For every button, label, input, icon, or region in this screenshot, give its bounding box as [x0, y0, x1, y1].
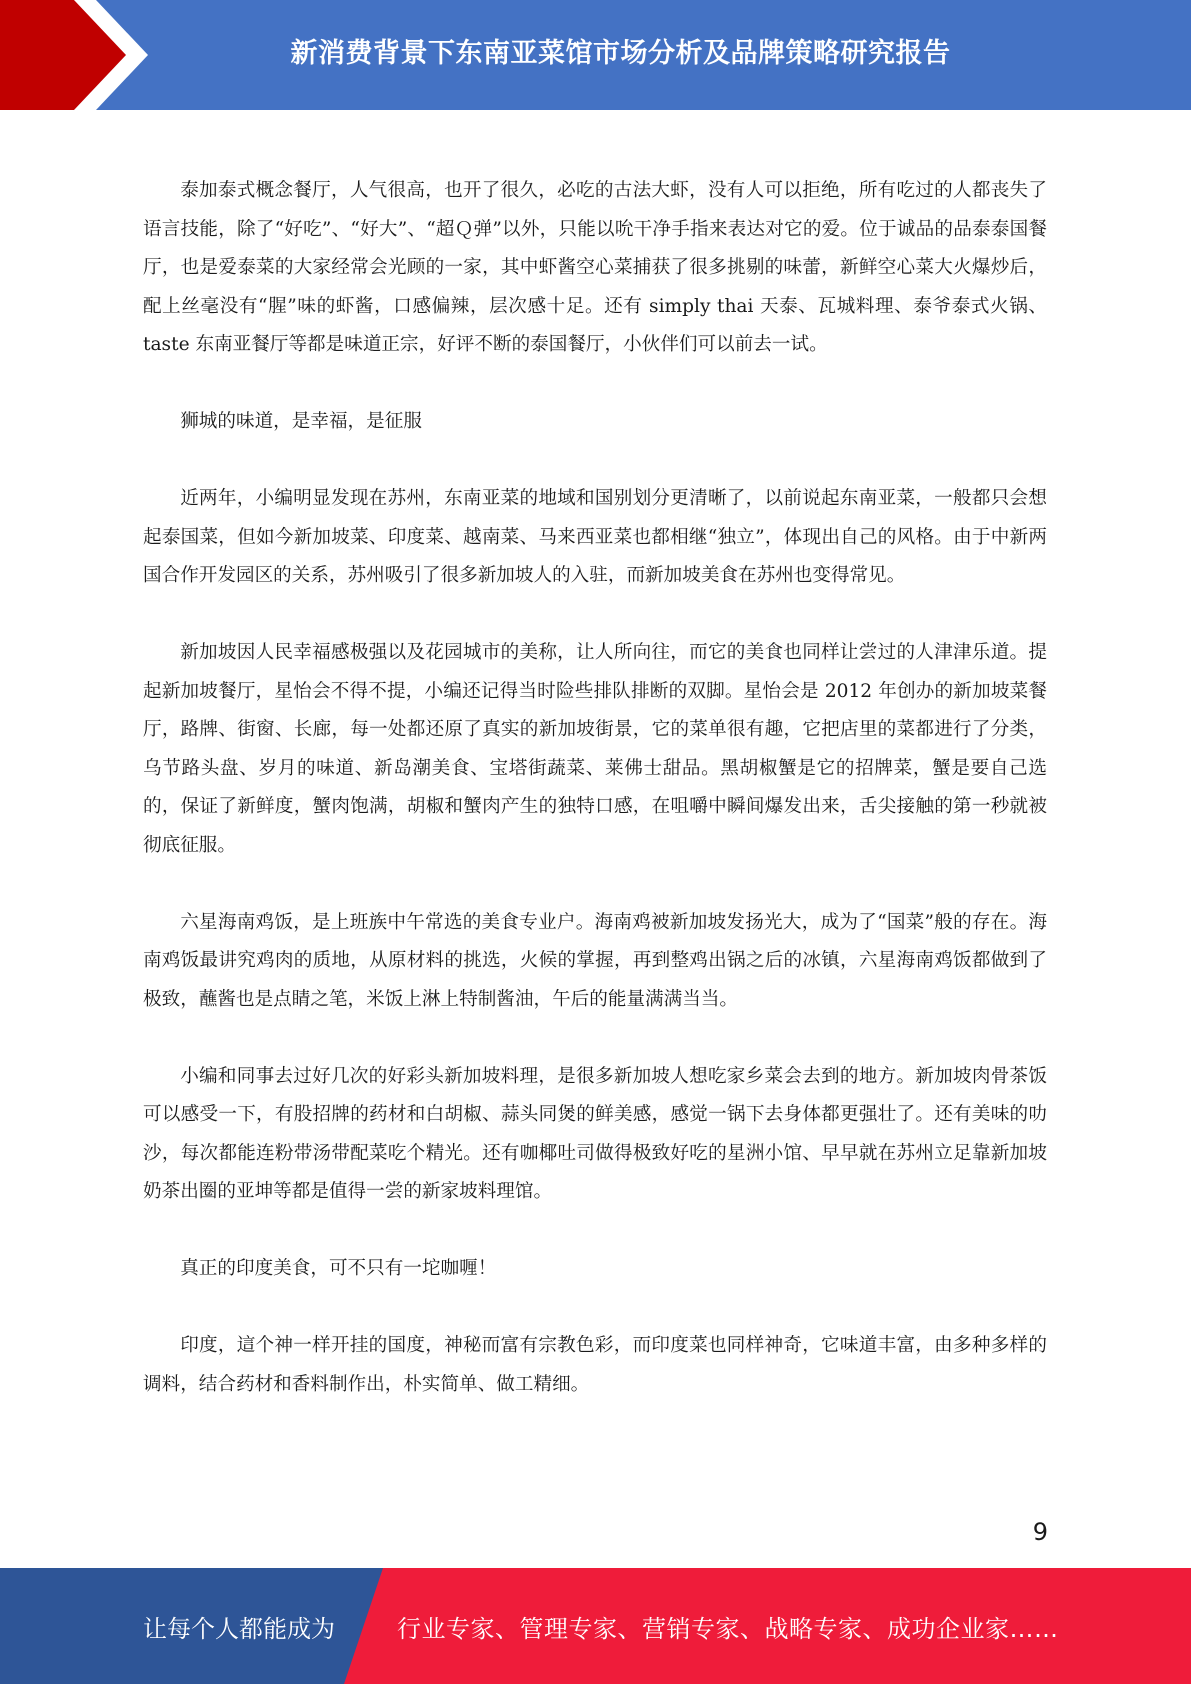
article-body [143, 172, 1047, 1404]
footer-slogan-right: 行业专家、管理专家、营销专家、战略专家、成功企业家…… [397, 1614, 1059, 1643]
page-number: 9 [1032, 1518, 1048, 1546]
footer-banner [0, 1568, 1191, 1684]
section-heading-singapore: 狮城的味道，是幸福，是征服 [180, 411, 422, 432]
footer-slogan-left: 让每个人都能成为 [143, 1614, 335, 1643]
page-title: 新消费背景下东南亚菜馆市场分析及品牌策略研究报告 [290, 37, 951, 69]
paragraph-indian-cuisine: 印度，這个神一样开挂的国度，神秘而富有宗教色彩，而印度菜也同样神奇，它味道丰富，由多种多样的调料，结合药材和香料制作出，朴实简单、做工精细。 [143, 1335, 1047, 1395]
paragraph-singapore-restaurant: 新加坡因人民幸福感极强以及花园城市的美称，让人所向往，而它的美食也同样让尝过的人津津乐道。提起新加坡餐厅，星怡会不得不提，小编还记得当时险些排队排断的双脚。星怡会是 2012 年创办的新加坡菜餐厅，路牌、街窗、长廊，每一处都还原了真实的新加坡街景，它的菜单很有趣，它把店里的菜都进行了分类，乌节路头盘、岁月的味道、新岛潮美食、宝塔街蔬菜、莱佛士甜品。黑胡椒蟹是它的招牌菜，蟹是要自己选的，保证了新鲜度，蟹肉饱满，胡椒和蟹肉产生的独特口感，在咀嚼中瞬间爆发出来，舌尖接触的第一秒就被彻底征服。 [143, 642, 1047, 856]
paragraph-singapore-intro: 近两年，小编明显发现在苏州，东南亚菜的地域和国别划分更清晰了，以前说起东南亚菜，一般都只会想起泰国菜，但如今新加坡菜、印度菜、越南菜、马来西亚菜也都相继“独立”，体现出自己的风格。由于中新两国合作开发园区的关系，苏州吸引了很多新加坡人的入驻，而新加坡美食在苏州也变得常见。 [143, 488, 1047, 586]
section-heading-indian: 真正的印度美食，可不只有一坨咖喱！ [180, 1258, 497, 1279]
paragraph-hainan-chicken-rice: 六星海南鸡饭，是上班族中午常选的美食专业户。海南鸡被新加坡发扬光大，成为了“国菜”般的存在。海南鸡饭最讲究鸡肉的质地，从原材料的挑选，火候的掌握，再到整鸡出锅之后的冰镇，六星海南鸡饭都做到了极致，蘸酱也是点睛之笔，米饭上淋上特制酱油，午后的能量满满当当。 [143, 911, 1047, 1010]
paragraph-singapore-cuisine: 小编和同事去过好几次的好彩头新加坡料理，是很多新加坡人想吃家乡菜会去到的地方。新加坡肉骨茶饭可以感受一下，有股招牌的药材和白胡椒、蒜头同煲的鲜美感，感觉一锅下去身体都更强壮了。还有美味的叻沙，每次都能连粉带汤带配菜吃个精光。还有咖椰吐司做得极致好吃的星洲小馆、早早就在苏州立足靠新加坡奶茶出圈的亚坤等都是值得一尝的新家坡料理馆。 [143, 1065, 1047, 1202]
header-banner [0, 0, 1191, 110]
paragraph-thai-restaurants: 泰加泰式概念餐厅，人气很高，也开了很久，必吃的古法大虾，没有人可以拒绝，所有吃过的人都丧失了语言技能，除了“好吃”、“好大”、“超Ｑ弹”以外，只能以吮干净手指来表达对它的爱。位于诚品的品泰泰国餐厅，也是爱泰菜的大家经常会光顾的一家，其中虾酱空心菜捕获了很多挑剔的味蕾，新鲜空心菜大火爆炒后，配上丝毫没有“腥”味的虾酱，口感偏辣，层次感十足。还有 simply thai 天泰、瓦城料理、泰爷泰式火锅、taste 东南亚餐厅等都是味道正宗，好评不断的泰国餐厅，小伙伴们可以前去一试。 [143, 180, 1047, 355]
